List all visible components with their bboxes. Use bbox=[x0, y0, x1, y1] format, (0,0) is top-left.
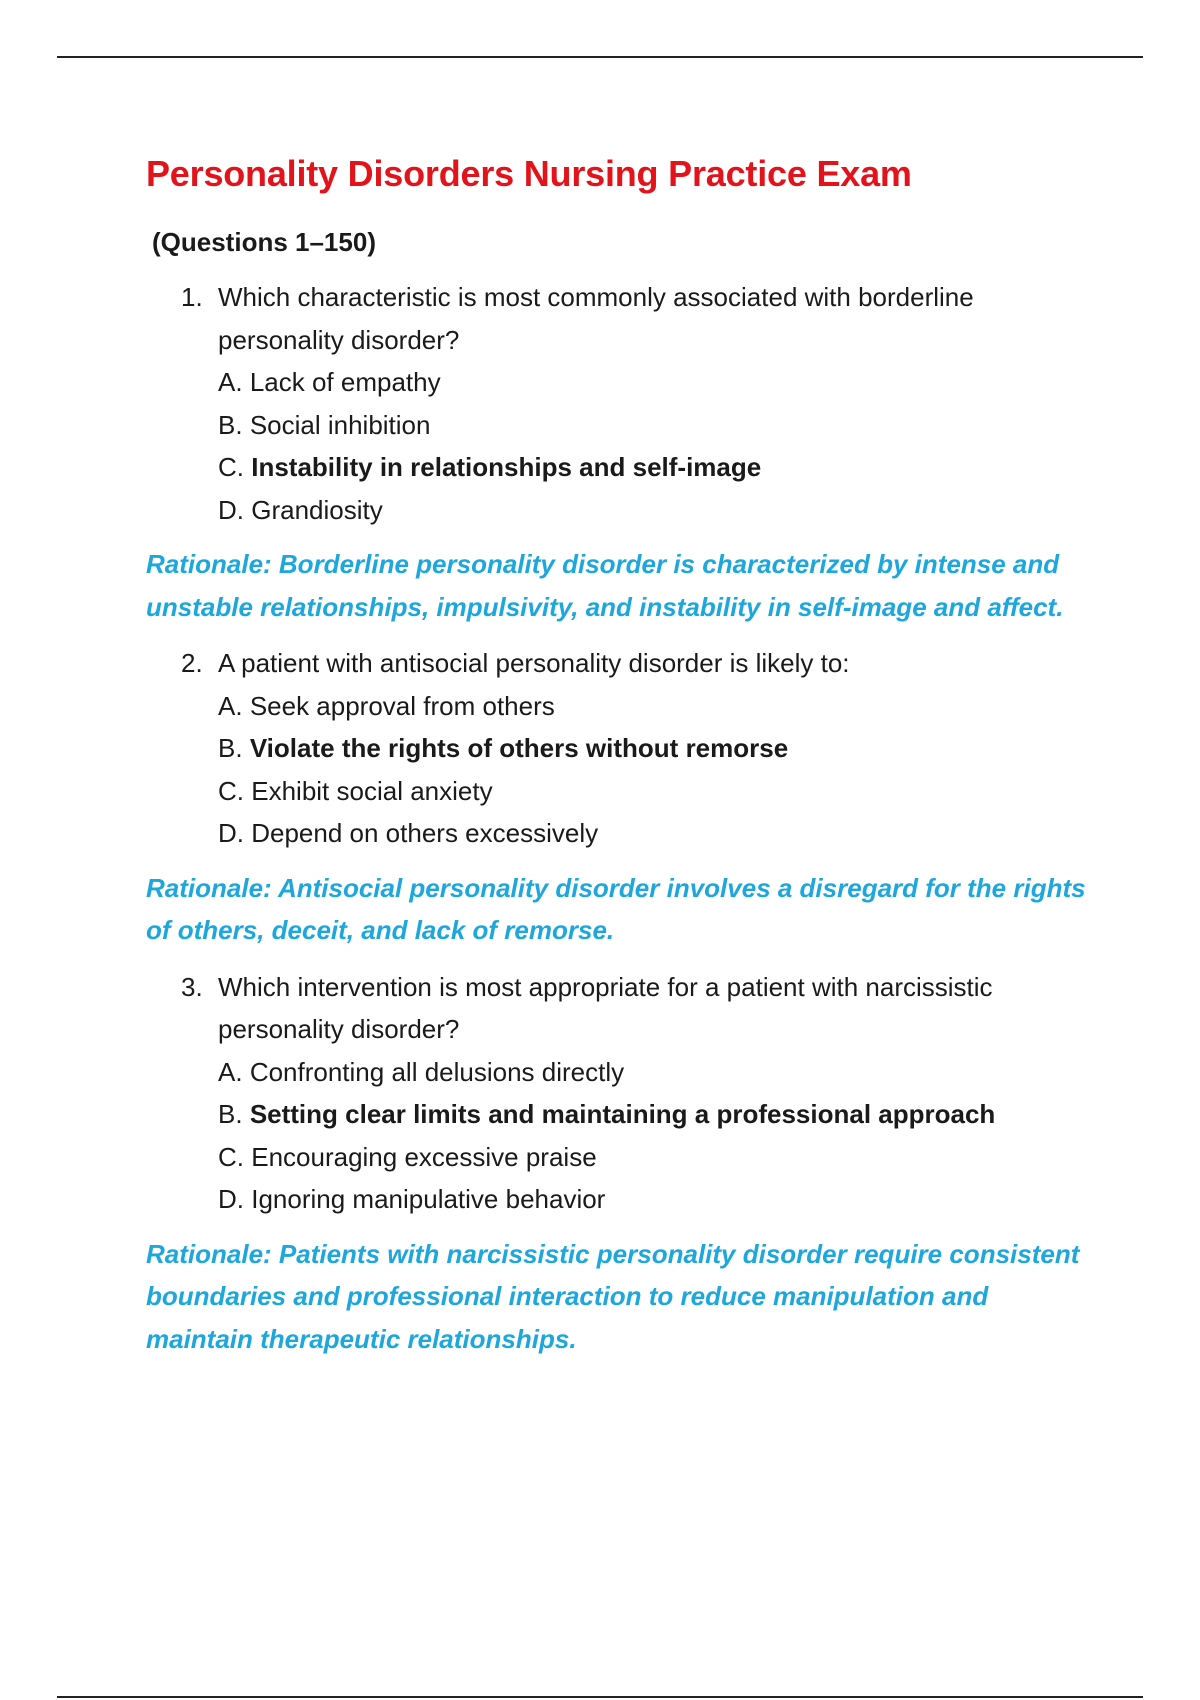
option-letter: B. bbox=[218, 1099, 243, 1129]
option-letter: D. bbox=[218, 818, 244, 848]
option-text: Encouraging excessive praise bbox=[251, 1141, 597, 1172]
option-d bbox=[218, 812, 1106, 855]
option-b bbox=[218, 404, 1106, 447]
option-text: Ignoring manipulative behavior bbox=[251, 1184, 606, 1214]
option-letter: B. bbox=[218, 409, 243, 440]
option-letter: C. bbox=[218, 1141, 244, 1172]
option-text: Depend on others excessively bbox=[251, 818, 599, 848]
question-text: Which intervention is most appropriate for a patient with narcissistic personality disorder? bbox=[218, 971, 993, 1044]
option-text: Exhibit social anxiety bbox=[251, 775, 493, 806]
option-b bbox=[218, 727, 1106, 770]
header-rule bbox=[57, 56, 1143, 58]
question-2 bbox=[146, 642, 1106, 855]
question-1 bbox=[146, 276, 1106, 531]
option-letter: A. bbox=[218, 1056, 243, 1087]
option-letter: C. bbox=[218, 775, 244, 806]
option-c bbox=[218, 446, 1106, 489]
rationale-2: Rationale: Antisocial personality disorder involves a disregard for the rights of others, deceit, and lack of remorse. bbox=[146, 872, 1086, 945]
option-c bbox=[218, 1136, 1106, 1179]
page-title: Personality Disorders Nursing Practice Exam bbox=[146, 153, 912, 194]
option-text: Instability in relationships and self-image bbox=[251, 452, 762, 482]
option-a bbox=[218, 361, 1106, 404]
option-b bbox=[218, 1093, 1106, 1136]
question-text: A patient with antisocial personality disorder is likely to: bbox=[218, 648, 850, 678]
question-3 bbox=[146, 966, 1106, 1221]
option-text: Violate the rights of others without remorse bbox=[249, 733, 789, 763]
option-letter: A. bbox=[218, 690, 243, 721]
answer-options bbox=[218, 361, 1106, 531]
option-a bbox=[218, 1051, 1106, 1094]
option-text: Lack of empathy bbox=[249, 367, 441, 397]
question-number: 1. bbox=[181, 282, 203, 312]
rationale-3: Rationale: Patients with narcissistic personality disorder require consistent boundaries and professional interaction to reduce manipulation and maintain therapeutic relationships. bbox=[146, 1238, 1080, 1354]
option-text: Social inhibition bbox=[249, 409, 431, 440]
answer-options bbox=[218, 685, 1106, 855]
option-text: Grandiosity bbox=[251, 494, 383, 525]
option-d bbox=[218, 489, 1106, 532]
option-letter: A. bbox=[218, 367, 243, 397]
option-text: Setting clear limits and maintaining a professional approach bbox=[249, 1099, 996, 1129]
rationale-1: Rationale: Borderline personality disorder is characterized by intense and unstable relationships, impulsivity, and instability in self-image and affect. bbox=[146, 549, 1064, 622]
document-content bbox=[146, 148, 1106, 1374]
question-number: 2. bbox=[181, 648, 203, 678]
answer-options bbox=[218, 1051, 1106, 1221]
option-c bbox=[218, 770, 1106, 813]
option-letter: D. bbox=[218, 1184, 244, 1214]
option-text: Confronting all delusions directly bbox=[249, 1056, 625, 1087]
option-d bbox=[218, 1178, 1106, 1221]
footer-rule bbox=[57, 1696, 1143, 1698]
question-range: (Questions 1–150) bbox=[152, 227, 376, 257]
question-text: Which characteristic is most commonly associated with borderline personality disorder? bbox=[218, 282, 974, 355]
question-number: 3. bbox=[181, 971, 203, 1002]
option-letter: C. bbox=[218, 452, 244, 482]
option-letter: B. bbox=[218, 733, 243, 763]
option-text: Seek approval from others bbox=[249, 690, 555, 721]
option-a bbox=[218, 685, 1106, 728]
option-letter: D. bbox=[218, 494, 244, 525]
